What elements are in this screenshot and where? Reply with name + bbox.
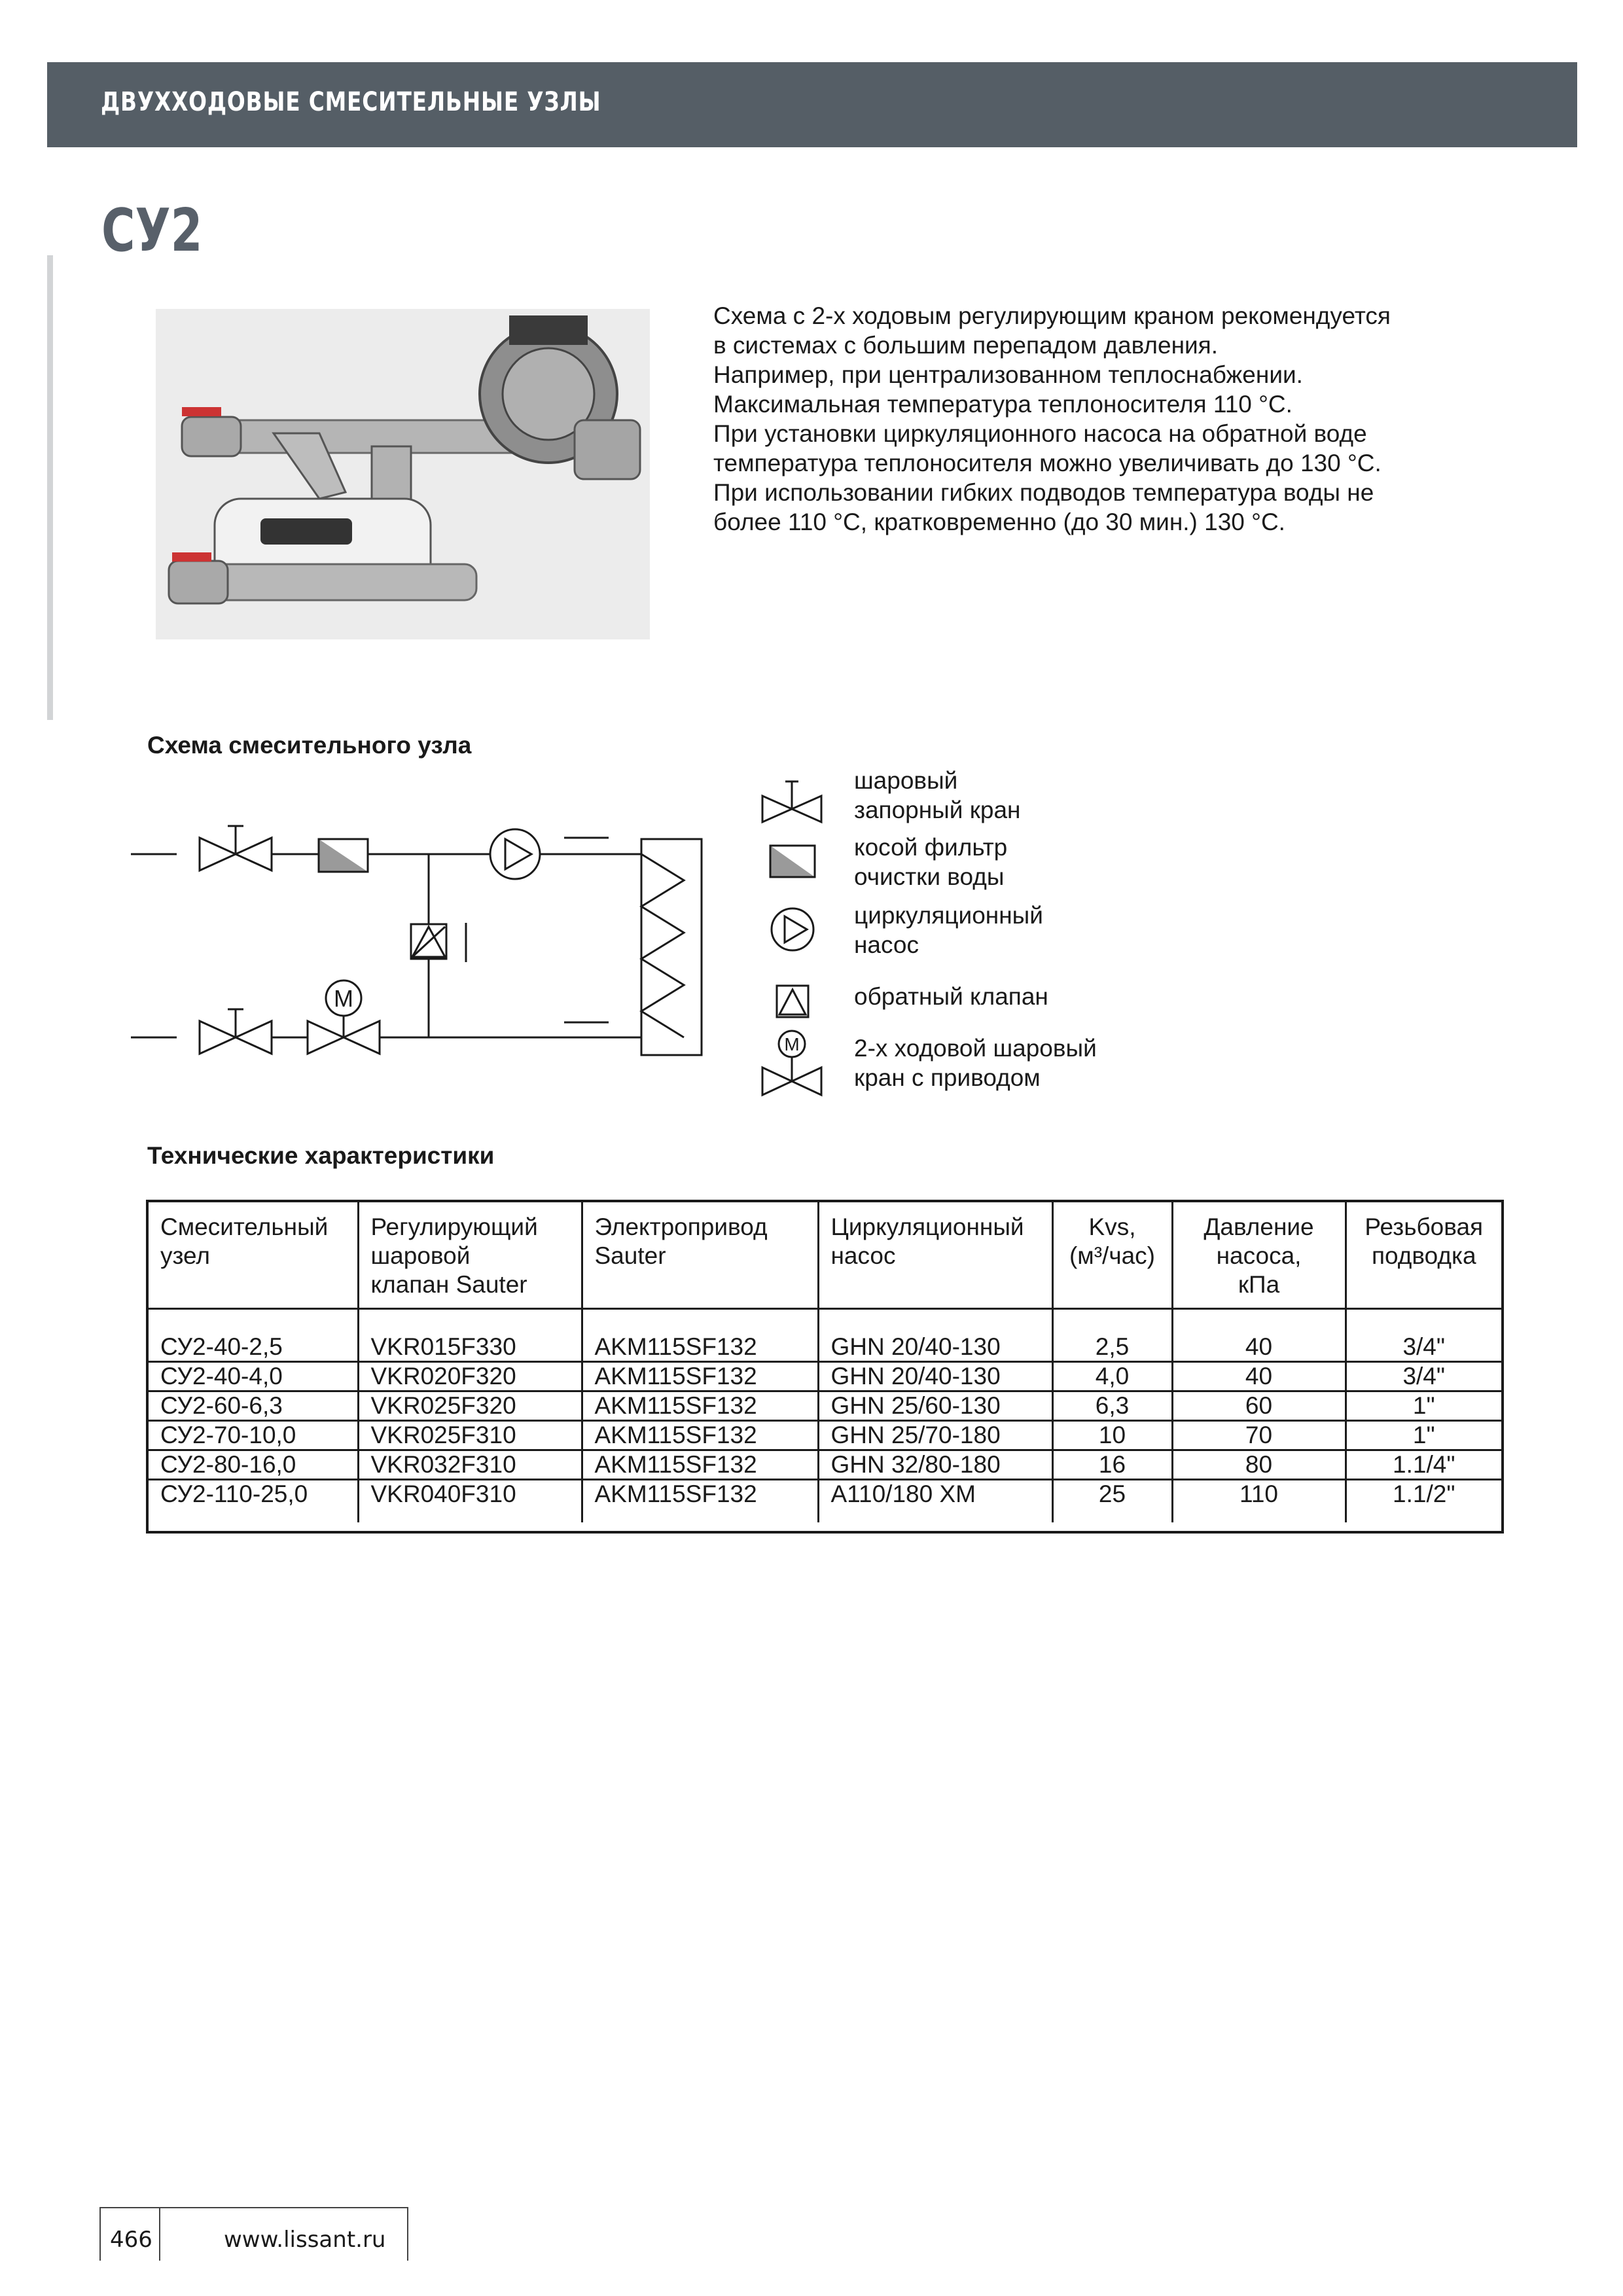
product-photo [156,309,650,639]
specs-title: Технические характеристики [147,1142,495,1169]
check-valve-icon [411,924,446,959]
filter-icon [769,844,816,878]
table-header-row [149,1202,1501,1309]
legend-text: косой фильтр очистки воды [854,834,1008,890]
table-row [149,1421,1501,1450]
table-cell: GHN 25/70-180 [818,1421,1052,1450]
header-title: ДВУХХОДОВЫЕ СМЕСИТЕЛЬНЫЕ УЗЛЫ [101,87,601,117]
site-url[interactable]: www.lissant.ru [224,2227,386,2253]
table-cell: VKR025F310 [358,1421,582,1450]
table-cell: 1.1/2" [1393,1480,1455,1507]
intro-line: При установки циркуляционного насоса на обратной воде [713,420,1367,447]
table-cell: VKR032F310 [358,1450,582,1480]
table-row [149,1362,1501,1391]
table-cell: 70 [1172,1421,1346,1450]
check-valve-icon [776,984,810,1018]
column-header: Циркуляционный насос [818,1202,1052,1309]
table-cell: GHN 32/80-180 [818,1450,1052,1480]
table-cell: СУ2-80-16,0 [149,1450,358,1480]
table-cell: VKR015F330 [358,1333,582,1362]
motor-label: M [784,1034,800,1054]
specs-table [146,1200,1504,1534]
return-ball-valve-icon [200,1009,272,1054]
table-cell: 10 [1052,1421,1172,1450]
table-cell: AKM115SF132 [582,1333,818,1362]
table-cell: GHN 20/40-130 [818,1362,1052,1391]
circulation-pump-icon [490,829,540,879]
intro-line: Схема с 2-х ходовым регулирующим краном рекомендуется [713,302,1391,329]
intro-line: Максимальная температура теплоносителя 110 °С. [713,391,1293,418]
column-header: Электропривод Sauter [582,1202,818,1309]
motor-label: M [334,985,353,1012]
heat-exchanger-icon [641,839,702,1055]
table-spacer-row [149,1309,1501,1334]
legend-text: обратный клапан [854,983,1048,1010]
table-cell: СУ2-70-10,0 [149,1421,358,1450]
table-cell: AKM115SF132 [582,1421,818,1450]
supply-filter-icon [319,839,368,872]
motor-valve-icon [759,1030,825,1102]
intro-line: в системах с большим перепадом давления. [713,332,1219,359]
page-number: 466 [110,2227,152,2253]
column-header: Смесительный узел [149,1202,358,1309]
column-header: Регулирующий шаровой клапан Sauter [358,1202,582,1309]
table-cell: AKM115SF132 [582,1391,818,1421]
table-row [149,1450,1501,1480]
intro-line: температура теплоносителя можно увеличивать до 130 °С. [713,450,1382,476]
ball-valve-icon [759,776,825,829]
table-cell: 16 [1052,1450,1172,1480]
column-header: Давление насоса, кПа [1172,1202,1346,1309]
header-band [47,62,1577,147]
table-cell: 4,0 [1052,1362,1172,1391]
column-header: Kvs, (м³/час) [1052,1202,1172,1309]
table-cell: A110/180 XM [818,1480,1052,1523]
table-cell: СУ2-110-25,0 [149,1480,358,1523]
column-header: Резьбовая подводка [1346,1202,1501,1309]
table-cell: СУ2-40-2,5 [149,1333,358,1362]
intro-line: Например, при централизованном теплоснабжении. [713,361,1303,388]
scheme-title: Схема смесительного узла [147,732,472,759]
legend-text: 2-х ходовой шаровый кран с приводом [854,1035,1097,1091]
table-cell: GHN 25/60-130 [818,1391,1052,1421]
table-cell: VKR020F320 [358,1362,582,1391]
legend-text: шаровый запорный кран [854,767,1021,823]
table-cell: 2,5 [1052,1333,1172,1362]
table-cell: 1" [1346,1421,1501,1450]
intro-line: более 110 °С, кратковременно (до 30 мин.) 130 °С. [713,509,1285,535]
table-cell: 40 [1172,1362,1346,1391]
left-accent-rule [47,255,53,720]
table-row [149,1480,1501,1523]
table-cell: VKR025F320 [358,1391,582,1421]
table-cell: 6,3 [1052,1391,1172,1421]
intro-text [713,301,1531,537]
table-cell: AKM115SF132 [582,1450,818,1480]
table-cell: 3/4" [1346,1333,1501,1362]
table-cell: 60 [1172,1391,1346,1421]
table-cell: 40 [1172,1333,1346,1362]
page-footer [99,2207,408,2261]
table-cell: AKM115SF132 [582,1480,818,1523]
table-cell: 80 [1172,1450,1346,1480]
table-row [149,1391,1501,1421]
mixing-scheme-diagram [124,766,733,1067]
table-cell: СУ2-60-6,3 [149,1391,358,1421]
table-cell: СУ2-40-4,0 [149,1362,358,1391]
table-cell: AKM115SF132 [582,1362,818,1391]
table-cell: 25 [1052,1480,1172,1523]
table-cell: 110 [1172,1480,1346,1523]
table-cell: 3/4" [1346,1362,1501,1391]
page-title: СУ2 [101,196,203,265]
intro-line: При использовании гибких подводов температура воды не [713,479,1374,506]
legend [759,764,1217,1105]
table-cell: 1.1/4" [1346,1450,1501,1480]
table-cell: 1" [1346,1391,1501,1421]
table-cell: GHN 20/40-130 [818,1333,1052,1362]
table-row [149,1333,1501,1362]
legend-text: циркуляционный насос [854,902,1043,958]
supply-ball-valve-icon [200,826,272,870]
table-cell: VKR040F310 [358,1480,582,1523]
pump-icon [769,906,816,953]
